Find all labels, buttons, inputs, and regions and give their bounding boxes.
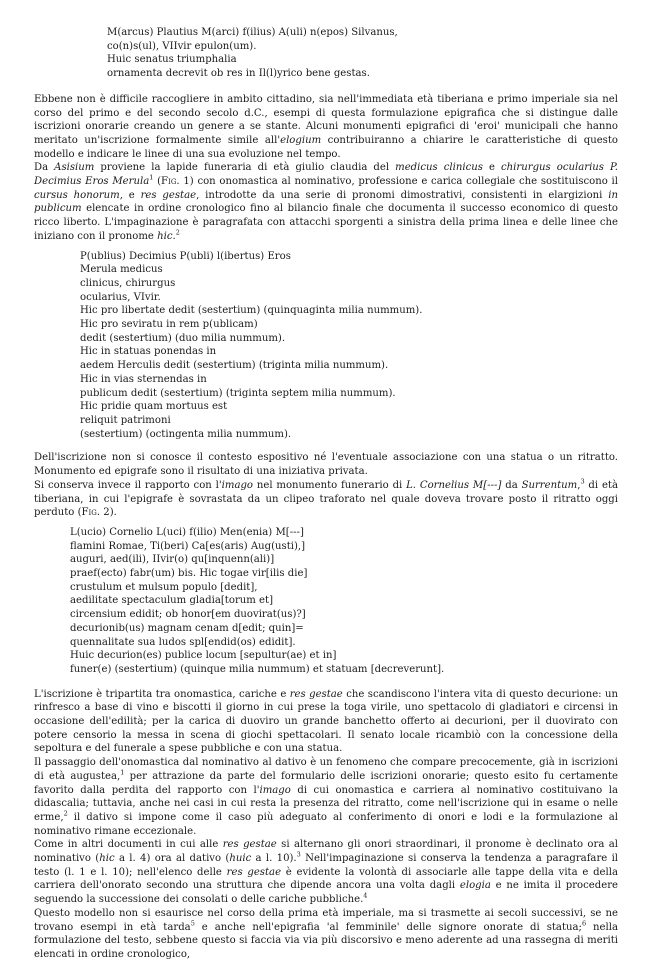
inscription-line: Hic in vias sternendas in (80, 373, 207, 385)
paragraph-asisium: Da Asisium proviene la lapide funeraria di età giulio claudia del medicus clinicus e chirurgus ocularius P. Decimius Eros Merula$^1$ (Fig. 1) con onomastica al nominativo, professione e carica collegiale che sostituiscono il cursus honorum, e res gestae, introdotte da una serie di pronomi dimostrativi, consistenti in elargizioni in publicum elencate in ordine cronologico fino al bilancio finale che documenta il successo economico di questo ricco liberto. L'impaginazione è paragrafata con attacchi sporgenti a sinistra della prima linea e delle linee che iniziano con il pronome hic.$^2$ (34, 162, 619, 242)
inscription-line: Hic pro libertate dedit (sestertium) (quinquaginta milia nummum). (80, 305, 423, 317)
inscription-line: ornamenta decrevit ob res in Il(l)yrico bene gestas. (107, 68, 370, 80)
inscription-decimius (80, 250, 618, 442)
inscription-line: aedilitate spectaculum gladia[torum et] (70, 595, 274, 607)
inscription-line: L(ucio) Cornelio L(uci) f(ilio) Men(enia) M[---] (70, 526, 304, 538)
inscription-line: Hic pridie quam mortuus est (80, 401, 228, 413)
inscription-plautius (107, 26, 618, 81)
footnote-ref: 3 (296, 850, 301, 859)
inscription-line: Huic decurion(es) publice locum [sepultur(ae) et in] (70, 650, 337, 662)
inscription-line: auguri, aed(ili), IIvir(o) qu[inquenn(ali)] (70, 554, 275, 566)
inscription-line: decurionib(us) magnam cenam d[edit; quin]= (70, 622, 304, 634)
footnote-ref: 3 (580, 477, 585, 486)
paper-page (34, 26, 618, 962)
inscription-line: reliquit patrimoni (80, 414, 171, 426)
footnote-ref: 5 (190, 919, 195, 928)
paragraph-dative: Il passaggio dell'onomastica dal nominativo al dativo è un fenomeno che compare precocemente, già in iscrizioni di età augustea,$^1$ per attrazione da parte del formulario delle iscrizioni onorarie; questo esito fu certamente favorito dalla perdita del rapporto con l'imago di cui onomastica e carriera al nominativo costituivano la didascalia; tuttavia, anche nei casi in cui resta la presenza del ritratto, come nell'iscrizione qui in esame o nelle erme,$^2$ il dativo si impone come il caso più adeguato al conferimento di onori e lodi e la formulazione al nominativo rimane eccezionale. (34, 757, 618, 837)
inscription-line: M(arcus) Plautius M(arci) f(ilius) A(uli) n(epos) Silvanus, (107, 27, 398, 38)
inscription-line: praef(ecto) fabr(um) bis. Hic togae vir[ilis die] (70, 568, 308, 580)
paragraph-context: Dell'iscrizione non si conosce il contesto espositivo né l'eventuale associazione con una statua o un ritratto. Monumento ed epigrafe sono il risultato di una iniziativa privata. (34, 452, 618, 478)
figure-ref: Fig. 2 (81, 507, 110, 519)
inscription-line: circensium edidit; ob honor[em duovirat(us)?] (70, 609, 306, 621)
inscription-line: Merula medicus (80, 264, 163, 276)
paragraph-pronoun: Come in altri documenti in cui alle res gestae si alternano gli onori straordinari, il pronome è declinato ora al nominativo (hic a l. 4) ora al dativo (huic a l. 10).$^3$ Nell'impaginazione si conserva la tendenza a paragrafare il testo (l. 1 e l. 10); nell'elenco delle res gestae è evidente la volontà di associarle alle tappe della vita e della carriera dell'onorato secondo una struttura che dipende ancora una volta dagli elogia e ne imita il procedere seguendo la successione dei consolati o delle cariche pubbliche.$^4$ (34, 839, 619, 906)
inscription-line: Hic in statuas ponendas in (80, 346, 217, 358)
inscription-line: aedem Herculis dedit (sestertium) (triginta milia nummum). (80, 360, 389, 372)
inscription-line: quennalitate sua ludos spl[endid(os) edidit]. (70, 636, 296, 648)
inscription-line: Huic senatus triumphalia (107, 54, 237, 66)
inscription-line: publicum dedit (sestertium) (triginta septem milia nummum). (80, 387, 396, 399)
inscription-line: clinicus, chirurgus (80, 277, 176, 289)
footnote-ref: 2 (175, 228, 180, 237)
footnote-ref: 1 (149, 173, 154, 182)
footnote-ref: 2 (63, 809, 68, 818)
inscription-line: flamini Romae, Ti(beri) Ca[es(aris) Aug(usti),] (70, 540, 306, 552)
paragraph-surrentum: Si conserva invece il rapporto con l'imago nel monumento funerario di L. Cornelius M[---] da Surrentum,$^3$ di età tiberiana, in cui l'epigrafe è sovrastata da un clipeo traforato nel quale doveva trovare posto il ritratto oggi perduto (Fig. 2). (34, 477, 619, 519)
paragraph-intro: Ebbene non è difficile raccogliere in ambito cittadino, sia nell'immediata età tiberiana e primo imperiale sia nel corso del primo e del secondo secolo d.C., esempi di questa formulazione epigrafica che si distingue dalle iscrizioni onorarie creando un genere a se stante. Alcuni monumenti epigrafici di 'eroi' municipali che hanno meritato un'iscrizione formalmente simile all'elogium contribuiranno a chiarire le caratteristiche di questo modello e indicare le linee di una sua evoluzione nel tempo. (34, 93, 618, 160)
inscription-line: dedit (sestertium) (duo milia nummum). (80, 332, 286, 344)
inscription-line: funer(e) (sestertium) (quinque milia nummum) et statuam [decreverunt]. (70, 663, 445, 675)
figure-ref: Fig. 1 (161, 176, 190, 188)
footnote-ref: 6 (581, 919, 587, 928)
inscription-line: crustulum et mulsum populo [dedit], (70, 581, 258, 593)
inscription-line: Hic pro seviratu in rem p(ublicam) (80, 319, 258, 331)
inscription-line: (sestertium) (octingenta milia nummum). (80, 428, 292, 440)
inscription-line: ocularius, VIvir. (80, 291, 161, 303)
inscription-line: P(ublius) Decimius P(ubli) l(ibertus) Eros (80, 250, 291, 262)
paragraph-later-period: Questo modello non si esaurisce nel corso della prima età imperiale, ma si trasmette ai secoli successivi, se ne trovano esempi in età tarda$^5$ e anche nell'epigrafia 'al femminile' delle signore onorate di statua;$^6$ nella formulazione del testo, sebbene questo si faccia via via più discorsivo e meno aderente ad una rassegna di meriti elencati in ordine cronologico, (34, 907, 618, 960)
inscription-cornelius (70, 526, 618, 677)
inscription-line: co(n)s(ul), VIIvir epulon(um). (107, 40, 257, 52)
paragraph-tripartite: L'iscrizione è tripartita tra onomastica, cariche e res gestae che scandiscono l'intera vita di questo decurione: un rinfresco a base di vino e biscotti il giorno in cui prese la toga virile, uno spettacolo di gladiatori e circensi in occasione dell'edilità; per la carica di duoviro un grande banchetto offerto ai decurioni, per il duovirato con potere censorio la messa in scena di giochi spettacolari. Il senato locale ricambiò con la concessione della sepoltura e del funerale a spese pubbliche e con una statua. (34, 688, 618, 755)
footnote-ref: 1 (120, 768, 125, 777)
footnote-ref: 4 (363, 891, 368, 900)
